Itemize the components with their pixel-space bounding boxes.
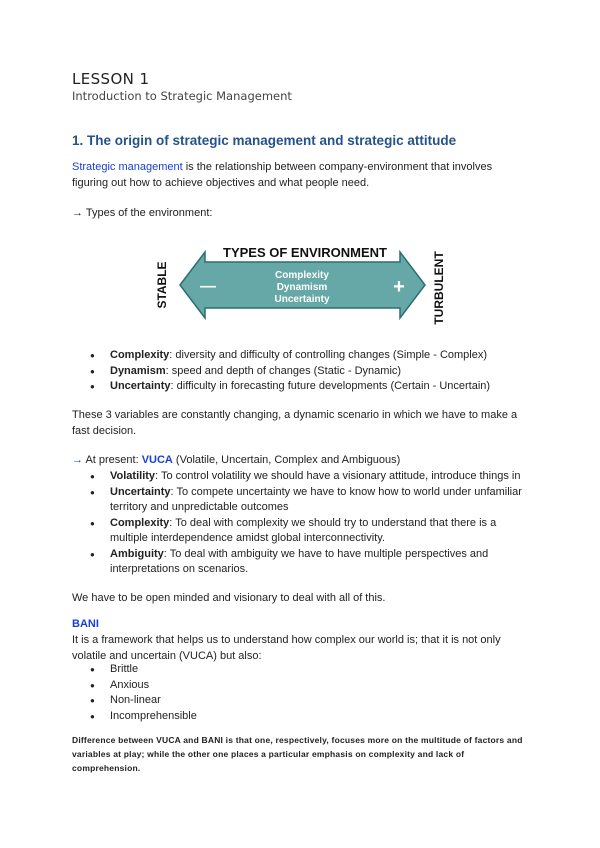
list-item: ● Complexity: diversity and difficulty of controlling changes (Simple - Complex)	[90, 348, 490, 364]
lesson-title: LESSON 1	[72, 70, 150, 88]
list-item: ● Brittle	[90, 662, 197, 678]
vuca-bullets	[90, 469, 530, 578]
vuca-line: → At present: VUCA (Volatile, Uncertain, Complex and Ambiguous)	[72, 454, 401, 466]
bani-heading: BANI	[72, 618, 99, 630]
bani-paragraph: It is a framework that helps us to understand how complex our world is; that it is not only volatile and uncertain (VUCA) but also:	[72, 634, 501, 662]
list-item: ● Non-linear	[90, 693, 197, 709]
environment-diagram	[150, 240, 460, 330]
strategic-management-link[interactable]: Strategic management	[72, 161, 183, 173]
list-item: ● Volatility: To control volatility we should have a visionary attitude, introduce things in	[90, 469, 530, 485]
types-line: → Types of the environment:	[72, 207, 213, 219]
diagram-item: Dynamism	[276, 282, 328, 293]
diagram-title: TYPES OF ENVIRONMENT	[223, 245, 387, 260]
section-heading: 1. The origin of strategic management and strategic attitude	[72, 133, 457, 148]
list-item: ● Incomprehensible	[90, 709, 197, 725]
vuca-bani-note: Difference between VUCA and BANI is that one, respectively, focuses more on the multitude of factors and variables at play; while the other one places a particular emphasis on complexity and lack of comprehension.	[72, 735, 523, 773]
minus-sign: —	[200, 278, 216, 295]
bani-bullets	[90, 662, 197, 724]
list-item: ● Uncertainty: difficulty in forecasting future developments (Certain - Uncertain)	[90, 379, 490, 395]
variables-paragraph: These 3 variables are constantly changing, a dynamic scenario in which we have to make a fast decision.	[72, 409, 518, 437]
plus-sign: +	[393, 276, 405, 298]
intro-text-2: figuring out how to achieve objectives and what people need.	[72, 176, 370, 189]
vuca-term: VUCA	[141, 454, 173, 466]
stable-label: STABLE	[155, 261, 169, 309]
intro-paragraph	[72, 160, 532, 191]
turbulent-label: TURBULENT	[432, 251, 446, 325]
diagram-item: Complexity	[275, 270, 329, 281]
open-minded-paragraph: We have to be open minded and visionary to deal with all of this.	[72, 592, 386, 604]
list-item: ● Uncertainty: To compete uncertainty we have to know how to world under unfamiliar territory and unpredictable outcomes	[90, 485, 530, 516]
arrow-icon: →	[72, 454, 83, 466]
intro-text-1: is the relationship between company-environment that involves	[182, 161, 493, 173]
list-item: ● Complexity: To deal with complexity we should try to understand that there is a multiple interdependence amidst global interconnectivity.	[90, 516, 530, 547]
list-item: ● Dynamism: speed and depth of changes (Static - Dynamic)	[90, 364, 490, 380]
diagram-item: Uncertainty	[274, 294, 330, 305]
environment-bullets	[90, 348, 490, 395]
list-item: ● Anxious	[90, 678, 197, 694]
lesson-subtitle: Introduction to Strategic Management	[72, 89, 292, 103]
list-item: ● Ambiguity: To deal with ambiguity we have to have multiple perspectives and interpretations on scenarios.	[90, 547, 530, 578]
